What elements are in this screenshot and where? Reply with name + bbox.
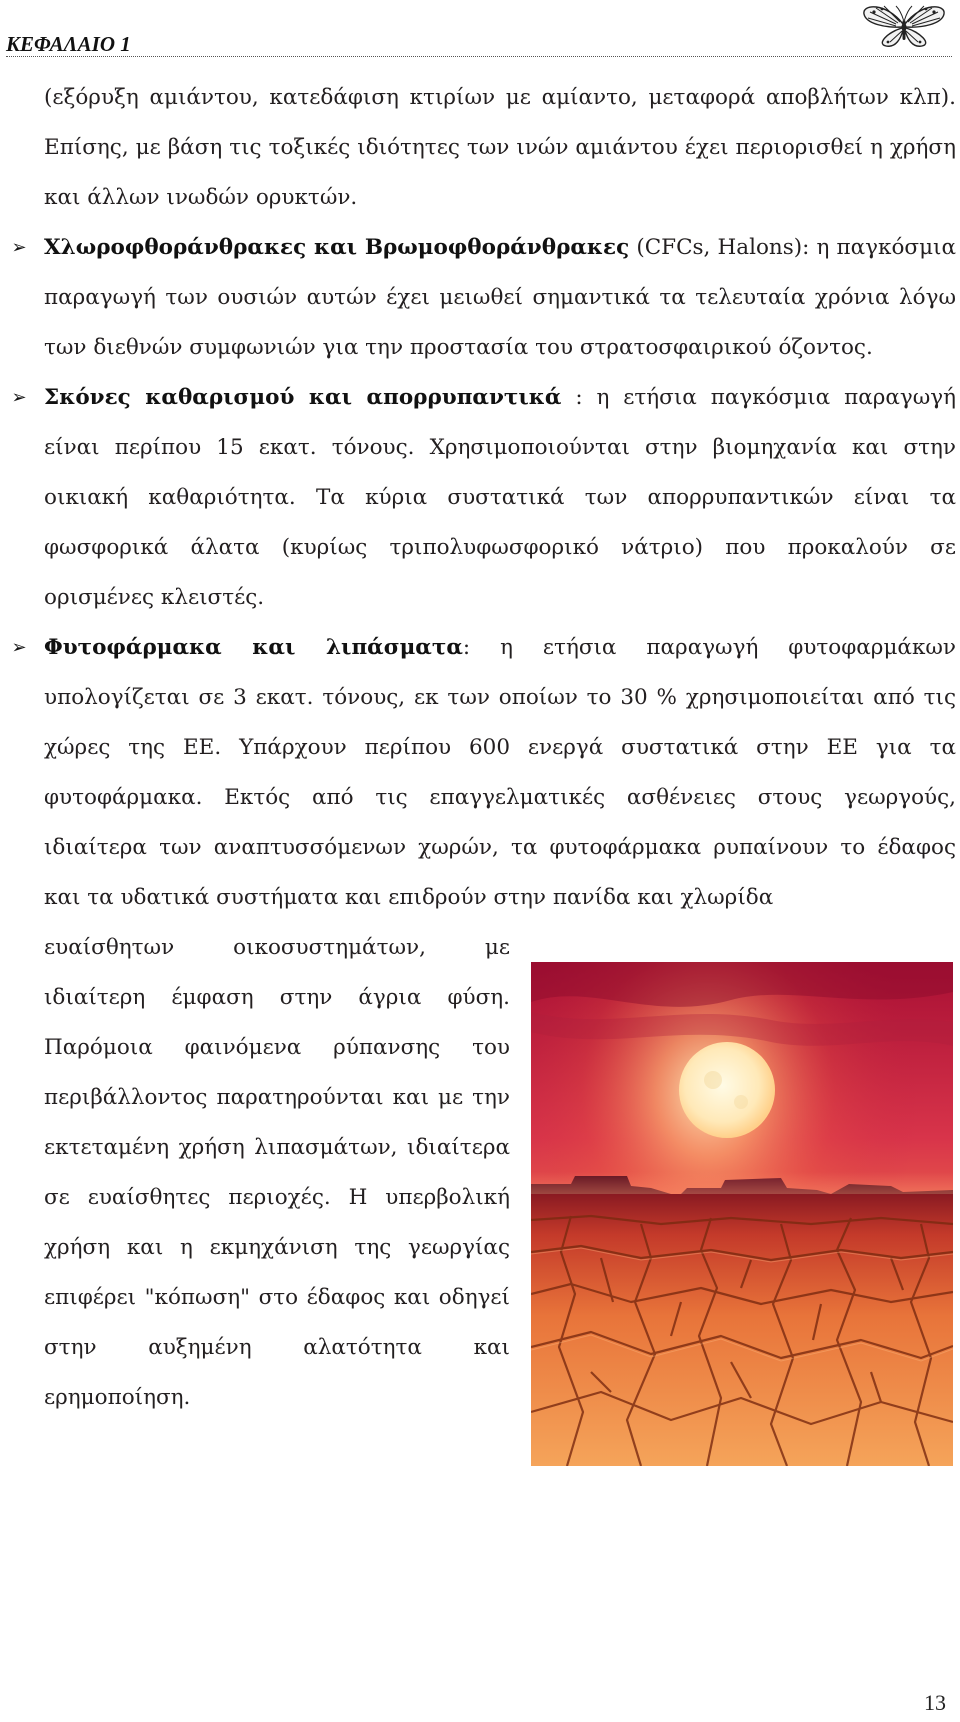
- arrow-bullet-icon: ➢: [11, 637, 27, 658]
- bullet-text: : η ετήσια παραγωγή φυτοφαρμάκων υπολογίζεται σε 3 εκατ. τόνους, εκ των οποίων το 30 % χρησιμοποιείται από τις χώρες της ΕΕ. Υπάρχουν περίπου 600 ενεργά συστατικά στην ΕΕ για τα φυτοφάρμακα. Εκτός από τις επαγγελματικές ασθένειες στους γεωργούς, ιδιαίτερα των αναπτυσσόμενων χωρών, τα φυτοφάρμακα ρυπαίνουν το έδαφος και τα υδατικά συστήματα και επιδρούν στην πανίδα και χλωρίδα: [44, 635, 956, 910]
- arrow-bullet-icon: ➢: [11, 387, 27, 408]
- bullet-text: (CFCs, Halons): η παγκόσμια παραγωγή των ουσιών αυτών έχει μειωθεί σημαντικά τα τελευταία χρόνια λόγω των διεθνών συμφωνιών για την προστασία του στρατοσφαιρικού όζοντος.: [44, 235, 956, 360]
- page-header: [6, 0, 952, 57]
- bullet-title: Φυτοφάρμακα και λιπάσματα: [44, 635, 463, 660]
- desert-photo: [531, 962, 953, 1466]
- bullet-text: : η ετήσια παγκόσμια παραγωγή είναι περίπου 15 εκατ. τόνους. Χρησιμοποιούνται στην βιομηχανία και στην οικιακή καθαριότητα. Τα κύρια συστατικά των απορρυπαντικών είναι τα φωσφορικά άλατα (κυρίως τριπολυφωσφορικό νάτριο) που προκαλούν σε ορισμένες κλειστές.: [44, 385, 956, 610]
- butterfly-icon: [856, 0, 952, 50]
- arrow-bullet-icon: ➢: [11, 237, 27, 258]
- bullet-title: Χλωροφθοράνθρακες και Βρωμοφθοράνθρακες: [44, 235, 630, 260]
- wrapped-paragraph: ευαίσθητων οικοσυστημάτων, με ιδιαίτερη έμφαση στην άγρια φύση. Παρόμοια φαινόμενα ρύπανσης του περιβάλλοντος παρατηρούνται και με την εκτεταμένη χρήση λιπασμάτων, ιδιαίτερα σε ευαίσθητες περιοχές. Η υπερβολική χρήση και η εκμηχάνιση της γεωργίας επιφέρει "κόπωση" στο έδαφος και οδηγεί στην αυξημένη αλατότητα και ερημοποίηση.: [44, 935, 510, 1410]
- bullet-title: Σκόνες καθαρισμού και απορρυπαντικά: [44, 385, 562, 410]
- bullet-item-pesticides: [11, 623, 956, 923]
- page-number: 13: [924, 1690, 946, 1715]
- bullet-list: [11, 223, 956, 923]
- bullet-item-detergents: [11, 373, 956, 623]
- intro-paragraph: (εξόρυξη αμιάντου, κατεδάφιση κτιρίων με αμίαντο, μεταφορά αποβλήτων κλπ). Επίσης, με βάση τις τοξικές ιδιότητες των ινών αμιάντου έχει περιορισθεί η χρήση και άλλων ινωδών ορυκτών.: [44, 85, 956, 210]
- bullet-item-cfcs: [11, 223, 956, 373]
- chapter-title: ΚΕΦΑΛΑΙΟ 1: [6, 32, 131, 56]
